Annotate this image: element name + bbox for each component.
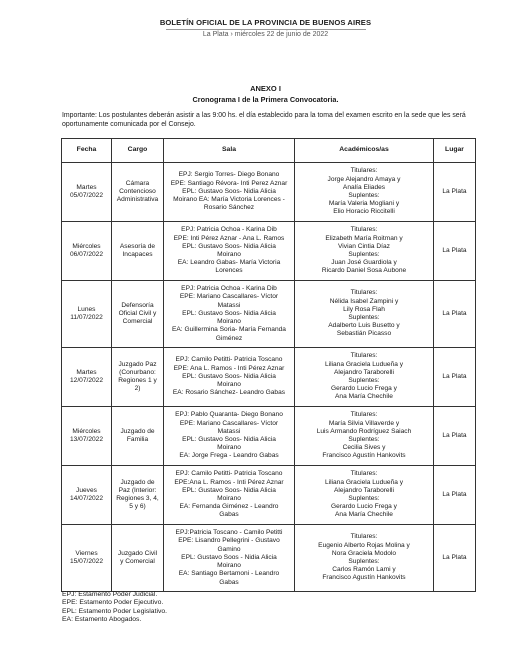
cell-fecha-line: 14/07/2022: [69, 495, 103, 502]
cell-sala-line: EPJ: Pablo Quaranta- Diego Bonano: [175, 411, 283, 419]
cell-cargo: [112, 348, 164, 407]
cell-academicos-line: María Valeria Mogliani y: [328, 200, 400, 208]
cell-cargo-line: Asesoría de: [119, 242, 156, 250]
cell-academicos-line: Carlos Ramón Lami y: [332, 566, 396, 574]
cell-academicos-line: Liliana Graciela Ludueña y: [324, 478, 404, 486]
cell-lugar: La Plata: [434, 407, 476, 466]
cell-fecha: [62, 466, 112, 525]
cell-cargo-line: Juzgado de: [120, 478, 155, 486]
footnote-epl: EPL: Estamento Poder Legislativo.: [62, 607, 168, 615]
cell-cargo-line: 2): [134, 385, 141, 393]
cell-fecha-line: Miércoles: [72, 427, 101, 435]
cell-cargo-line: y Comercial: [120, 558, 155, 565]
cell-sala-line: EPL: Gustavo Soos - Nidia Alicia: [181, 553, 277, 561]
cell-academicos-line: Analía Eliades: [342, 183, 386, 191]
cell-cargo: [112, 407, 164, 466]
table-row: [62, 407, 476, 466]
cell-fecha-line: Martes: [76, 368, 97, 376]
cell-sala-line: EPE: Inti Pérez Aznar - Ana L. Ramos: [173, 234, 285, 242]
annex-heading: [0, 84, 531, 104]
cell-sala-line: EPL: Gustavo Soos- Nidia Alicia: [182, 242, 276, 250]
cell-cargo-line: Paz (Interior:: [118, 486, 157, 494]
cell-sala-line: EPL: Gustavo Soos- Nidia Alicia: [182, 372, 276, 380]
cell-academicos: [295, 525, 434, 592]
cell-cargo-line: 5 y 6): [129, 503, 146, 511]
cell-academicos: [295, 348, 434, 407]
cell-academicos-line: Suplentes:: [348, 495, 380, 502]
cell-sala-line: EPE: Lisandro Pellegrini - Gustavo: [178, 537, 280, 545]
cell-cargo-line: Regiones 1 y: [118, 377, 157, 384]
cell-lugar: La Plata: [434, 466, 476, 525]
cell-academicos-line: Elizabeth María Roitman y: [325, 234, 403, 242]
footnote-epe: EPE: Estamento Poder Ejecutivo.: [62, 599, 164, 607]
cell-sala-line: Giménez: [215, 334, 243, 342]
cell-sala: [164, 222, 295, 281]
cell-lugar: La Plata: [434, 222, 476, 281]
cell-academicos-line: Francisco Agustín Hankovits: [322, 452, 406, 460]
cell-sala: [164, 407, 295, 466]
cell-sala-line: Gamino: [217, 545, 241, 553]
cell-sala-line: EA: Fernanda Giménez - Leandro: [179, 503, 279, 511]
cell-sala-line: EPJ:Patricia Toscano - Camilo Petitti: [175, 529, 283, 537]
cell-cargo: [112, 281, 164, 348]
cell-cargo-line: Defensoría: [121, 301, 154, 309]
cell-sala-line: Moirano: [217, 251, 241, 258]
cell-academicos: [295, 163, 434, 222]
cell-cargo-line: Juzgado Paz: [118, 360, 157, 368]
cell-sala-line: EPL: Gustavo Soos- Nidia Alicia: [182, 187, 276, 195]
cell-sala: [164, 281, 295, 348]
cell-academicos: [295, 281, 434, 348]
cell-academicos-line: Ana María Chechile: [335, 393, 393, 401]
cell-lugar: La Plata: [434, 281, 476, 348]
footnote-ea: EA: Estamento Abogados.: [62, 615, 142, 623]
cell-lugar: La Plata: [434, 525, 476, 592]
cell-academicos-line: Suplentes:: [348, 436, 380, 443]
bulletin-title: BOLETÍN OFICIAL DE LA PROVINCIA DE BUENOS AIRES: [159, 18, 372, 27]
cell-academicos-line: Ana María Chechile: [335, 511, 393, 519]
header-fecha: Fecha: [62, 139, 112, 163]
cell-academicos-line: Liliana Graciela Ludueña y: [324, 360, 404, 368]
header-lugar: Lugar: [434, 139, 476, 163]
cell-cargo-line: Cámara: [125, 179, 150, 187]
cell-sala-line: EPJ: Patricia Ochoa - Karina Dib: [181, 285, 277, 293]
cell-fecha-line: 06/07/2022: [69, 251, 103, 258]
bulletin-date: La Plata › miércoles 22 de junio de 2022: [202, 31, 329, 38]
cell-academicos-line: Gerardo Lucio Frega y: [331, 385, 397, 393]
annex-subtitle: Cronograma I de la Primera Convocatoria.: [192, 95, 339, 104]
cell-fecha-line: Miércoles: [72, 242, 101, 250]
cell-sala-line: Moirano: [217, 495, 241, 502]
cell-sala: [164, 525, 295, 592]
cell-fecha: [62, 163, 112, 222]
cell-academicos-line: Suplentes:: [348, 251, 380, 258]
cell-cargo-line: Regiones 3, 4,: [116, 495, 159, 502]
cell-academicos: [295, 466, 434, 525]
cell-cargo: [112, 466, 164, 525]
cell-academicos-line: Titulares:: [350, 352, 378, 360]
cell-academicos-line: Cecilia Sives y: [342, 444, 386, 452]
cell-sala-line: EPE:Ana L. Ramos - Inti Pérez Aznar: [174, 478, 284, 486]
cell-cargo-line: Comercial: [122, 318, 153, 326]
cell-fecha: [62, 407, 112, 466]
cell-fecha-line: Lunes: [77, 305, 96, 313]
table-row: [62, 348, 476, 407]
cell-sala-line: EA: Leandro Gabas- María Victoria: [177, 259, 281, 267]
cell-academicos-line: Alejandro Taraborelli: [334, 486, 394, 494]
cell-academicos-line: Ricardo Daniel Sosa Aubone: [321, 267, 407, 275]
cell-academicos-line: Suplentes:: [348, 192, 380, 199]
table-row: [62, 525, 476, 592]
cell-fecha-line: 05/07/2022: [69, 192, 103, 199]
cell-sala-line: EPJ: Patricia Ochoa - Karina Dib: [181, 226, 277, 234]
cell-academicos-line: Vivian Cintia Díaz: [338, 242, 390, 250]
cell-sala-line: Moirano: [217, 318, 241, 326]
cell-fecha: [62, 222, 112, 281]
cell-academicos-line: Sebastián Picasso: [336, 330, 392, 338]
annex-title: ANEXO I: [250, 84, 281, 93]
cell-sala: [164, 348, 295, 407]
cell-academicos-line: Juan José Guardiola y: [331, 259, 397, 267]
cell-sala-line: Rosario Sánchez: [203, 204, 255, 212]
cell-sala-line: Lorences: [215, 267, 243, 275]
cell-fecha: [62, 525, 112, 592]
cell-sala-line: EPL: Gustavo Soos- Nidia Alicia: [182, 486, 276, 494]
cell-academicos-line: Francisco Agustín Hankovits: [322, 574, 406, 582]
cell-fecha: [62, 348, 112, 407]
cell-fecha-line: 12/07/2022: [69, 377, 103, 384]
cell-academicos-line: Suplentes:: [348, 377, 380, 384]
cell-academicos-line: Titulares:: [350, 533, 378, 541]
cell-cargo-line: Contencioso: [119, 187, 156, 195]
cell-academicos-line: Luis Armando Rodríguez Saiach: [316, 427, 412, 435]
cell-sala-line: Moirano: [217, 444, 241, 452]
cell-cargo-line: Juzgado Civil: [117, 549, 158, 557]
header-academicos: Académicos/as: [295, 139, 434, 163]
cell-fecha-line: 13/07/2022: [69, 436, 103, 443]
cell-sala-line: EPJ: Sergio Torres- Diego Bonano: [178, 171, 280, 179]
cell-cargo: [112, 525, 164, 592]
cell-cargo-line: Familia: [126, 436, 149, 443]
header-divider: [166, 29, 366, 30]
cell-sala-line: EPL: Gustavo Soos- Nidia Alicia: [182, 309, 276, 317]
schedule-table: [61, 138, 476, 592]
cell-academicos-line: Titulares:: [350, 167, 378, 175]
cell-fecha-line: 11/07/2022: [70, 314, 103, 321]
cell-sala-line: EA: Guillermina Soria- María Fernanda: [172, 326, 286, 334]
table-row: [62, 222, 476, 281]
cell-academicos-line: Titulares:: [350, 226, 378, 234]
cell-sala-line: EPL: Gustavo Soos- Nidia Alicia: [182, 436, 276, 443]
cell-academicos-line: Alejandro Taraborelli: [334, 368, 394, 376]
cell-sala-line: Matassi: [217, 427, 241, 435]
cell-lugar: La Plata: [434, 348, 476, 407]
cell-cargo-line: Administrativa: [116, 196, 159, 204]
cell-fecha: [62, 281, 112, 348]
cell-sala-line: EPE: Santiago Révora- Inti Perez Aznar: [170, 179, 288, 187]
cell-sala-line: Moirano: [217, 381, 241, 389]
cell-cargo: [112, 163, 164, 222]
cell-fecha-line: Jueves: [76, 486, 97, 494]
cell-academicos-line: Jorge Alejandro Amaya y: [327, 175, 401, 183]
footnote-epj: EPJ: Estamento Poder Judicial.: [62, 591, 158, 598]
cell-academicos-line: Titulares:: [350, 289, 378, 297]
cell-academicos-line: Gerardo Lucio Frega y: [331, 503, 397, 511]
cell-academicos-line: Lily Rosa Flah: [343, 305, 385, 313]
cell-academicos-line: Elio Horacio Riccitelli: [333, 208, 395, 216]
table-row: [62, 466, 476, 525]
cell-sala-line: EA: Rosario Sánchez- Leandro Gabas: [172, 389, 286, 397]
cell-academicos-line: María Silvia Villaverde y: [328, 419, 400, 427]
cell-sala-line: EA: Santiago Bertamoni - Leandro: [178, 570, 280, 578]
cell-lugar: La Plata: [434, 163, 476, 222]
cell-cargo-line: Oficial Civil y: [118, 309, 157, 317]
cell-sala-line: Matassi: [217, 301, 241, 309]
cell-fecha-line: Viernes: [75, 549, 98, 557]
cell-sala-line: Gabas: [219, 511, 239, 519]
table-header-row: [62, 139, 476, 163]
cell-sala-line: EPE: Mariano Cascallares- Víctor: [179, 419, 279, 427]
cell-sala: [164, 466, 295, 525]
cell-academicos-line: Nélida Isabel Zampini y: [329, 297, 399, 305]
cell-academicos: [295, 407, 434, 466]
cell-sala-line: Moirano: [217, 562, 241, 570]
cell-cargo: [112, 222, 164, 281]
cell-cargo-line: Incapaces: [122, 251, 153, 258]
cell-sala-line: Moirano EA: María Victoria Lorences -: [173, 196, 285, 204]
cell-sala-line: EPE: Mariano Cascallares- Víctor: [179, 293, 279, 301]
cell-fecha-line: Martes: [76, 183, 97, 191]
cell-cargo-line: (Conurbano:: [119, 368, 156, 376]
cell-academicos-line: Nora Graciela Modolo: [331, 549, 397, 557]
intro-paragraph: Importante: Los postulantes deberán asistir a las 9:00 hs. el día establecido para la toma del examen escrito en la sede que les será oportunamente comunicada por el Consejo.: [62, 112, 466, 128]
bulletin-header: [0, 18, 531, 38]
cell-academicos-line: Eugenio Alberto Rojas Molina y: [318, 541, 410, 549]
cell-sala-line: EA: Jorge Frega - Leandro Gabas: [179, 452, 279, 460]
header-sala: Sala: [164, 139, 295, 163]
cell-academicos: [295, 222, 434, 281]
cell-academicos-line: Adalberto Luis Busetto y: [328, 322, 400, 330]
cell-academicos-line: Suplentes:: [348, 558, 380, 565]
header-cargo: Cargo: [112, 139, 164, 163]
cell-sala-line: EPJ: Camilo Petitti- Patricia Toscano: [175, 356, 283, 364]
table-row: [62, 163, 476, 222]
cell-fecha-line: 15/07/2022: [69, 558, 103, 565]
footnotes: [62, 591, 167, 624]
cell-sala-line: Gabas: [219, 578, 239, 586]
cell-sala-line: EPE: Ana L. Ramos - Inti Pérez Aznar: [173, 364, 285, 372]
table-row: [62, 281, 476, 348]
cell-academicos-line: Titulares:: [350, 470, 378, 478]
cell-sala-line: EPJ: Camilo Petitti- Patricia Toscano: [175, 470, 283, 478]
cell-academicos-line: Titulares:: [350, 411, 378, 419]
cell-academicos-line: Suplentes:: [348, 314, 380, 321]
cell-sala: [164, 163, 295, 222]
schedule-body: [62, 163, 476, 592]
cell-cargo-line: Juzgado de: [120, 427, 155, 435]
